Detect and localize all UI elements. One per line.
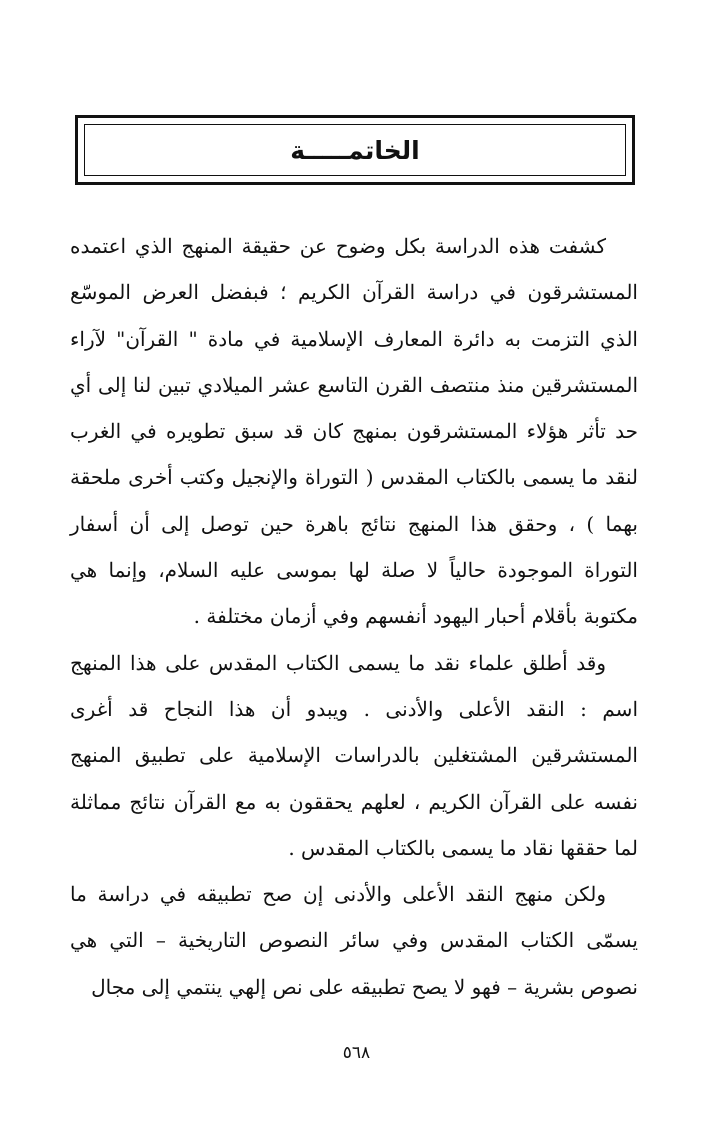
paragraph-1: كشفت هذه الدراسة بكل وضوح عن حقيقة المنهج الذي اعتمده المستشرقون في دراسة القرآن الكريم ؛ فبفضل العرض الموسّع الذي التزمت به دائرة المعارف الإسلامية في مادة " القرآن" لآراء المستشرقين منذ منتصف القرن التاسع عشر الميلادي تبين لنا إلى أي حد تأثر هؤلاء المستشرقون بمنهج كان قد سبق تطويره في الغرب لنقد ما يسمى بالكتاب المقدس ( التوراة والإنجيل وكتب أخرى ملحقة بهما ) ، وحقق هذا المنهج نتائج باهرة حين توصل إلى أن أسفار التوراة الموجودة حالياً لا صلة لها بموسى عليه السلام، وإنما هي مكتوبة بأقلام أحبار اليهود أنفسهم وفي أزمان مختلفة . (70, 234, 638, 629)
page-heading: الخاتمـــــة (290, 135, 420, 165)
heading-inner-frame (84, 124, 626, 176)
page-number: ٥٦٨ (342, 1043, 371, 1063)
paragraph-3: ولكن منهج النقد الأعلى والأدنى إن صح تطبيقه في دراسة ما يسمّى الكتاب المقدس وفي سائر النصوص التاريخية – التي هي نصوص بشرية – فهو لا يصح تطبيقه على نص إلهي ينتمي إلى مجال (70, 882, 638, 999)
body-text (70, 223, 638, 1010)
paragraph-2: وقد أطلق علماء نقد ما يسمى الكتاب المقدس على هذا المنهج اسم : النقد الأعلى والأدنى . ويبدو أن هذا النجاح قد أغرى المستشرقين المشتغلين بالدراسات الإسلامية على تطبيق المنهج نفسه على القرآن الكريم ، لعلهم يحققون به مع القرآن نتائج مماثلة لما حققها نقاد ما يسمى بالكتاب المقدس . (70, 650, 638, 860)
heading-frame (75, 115, 635, 185)
